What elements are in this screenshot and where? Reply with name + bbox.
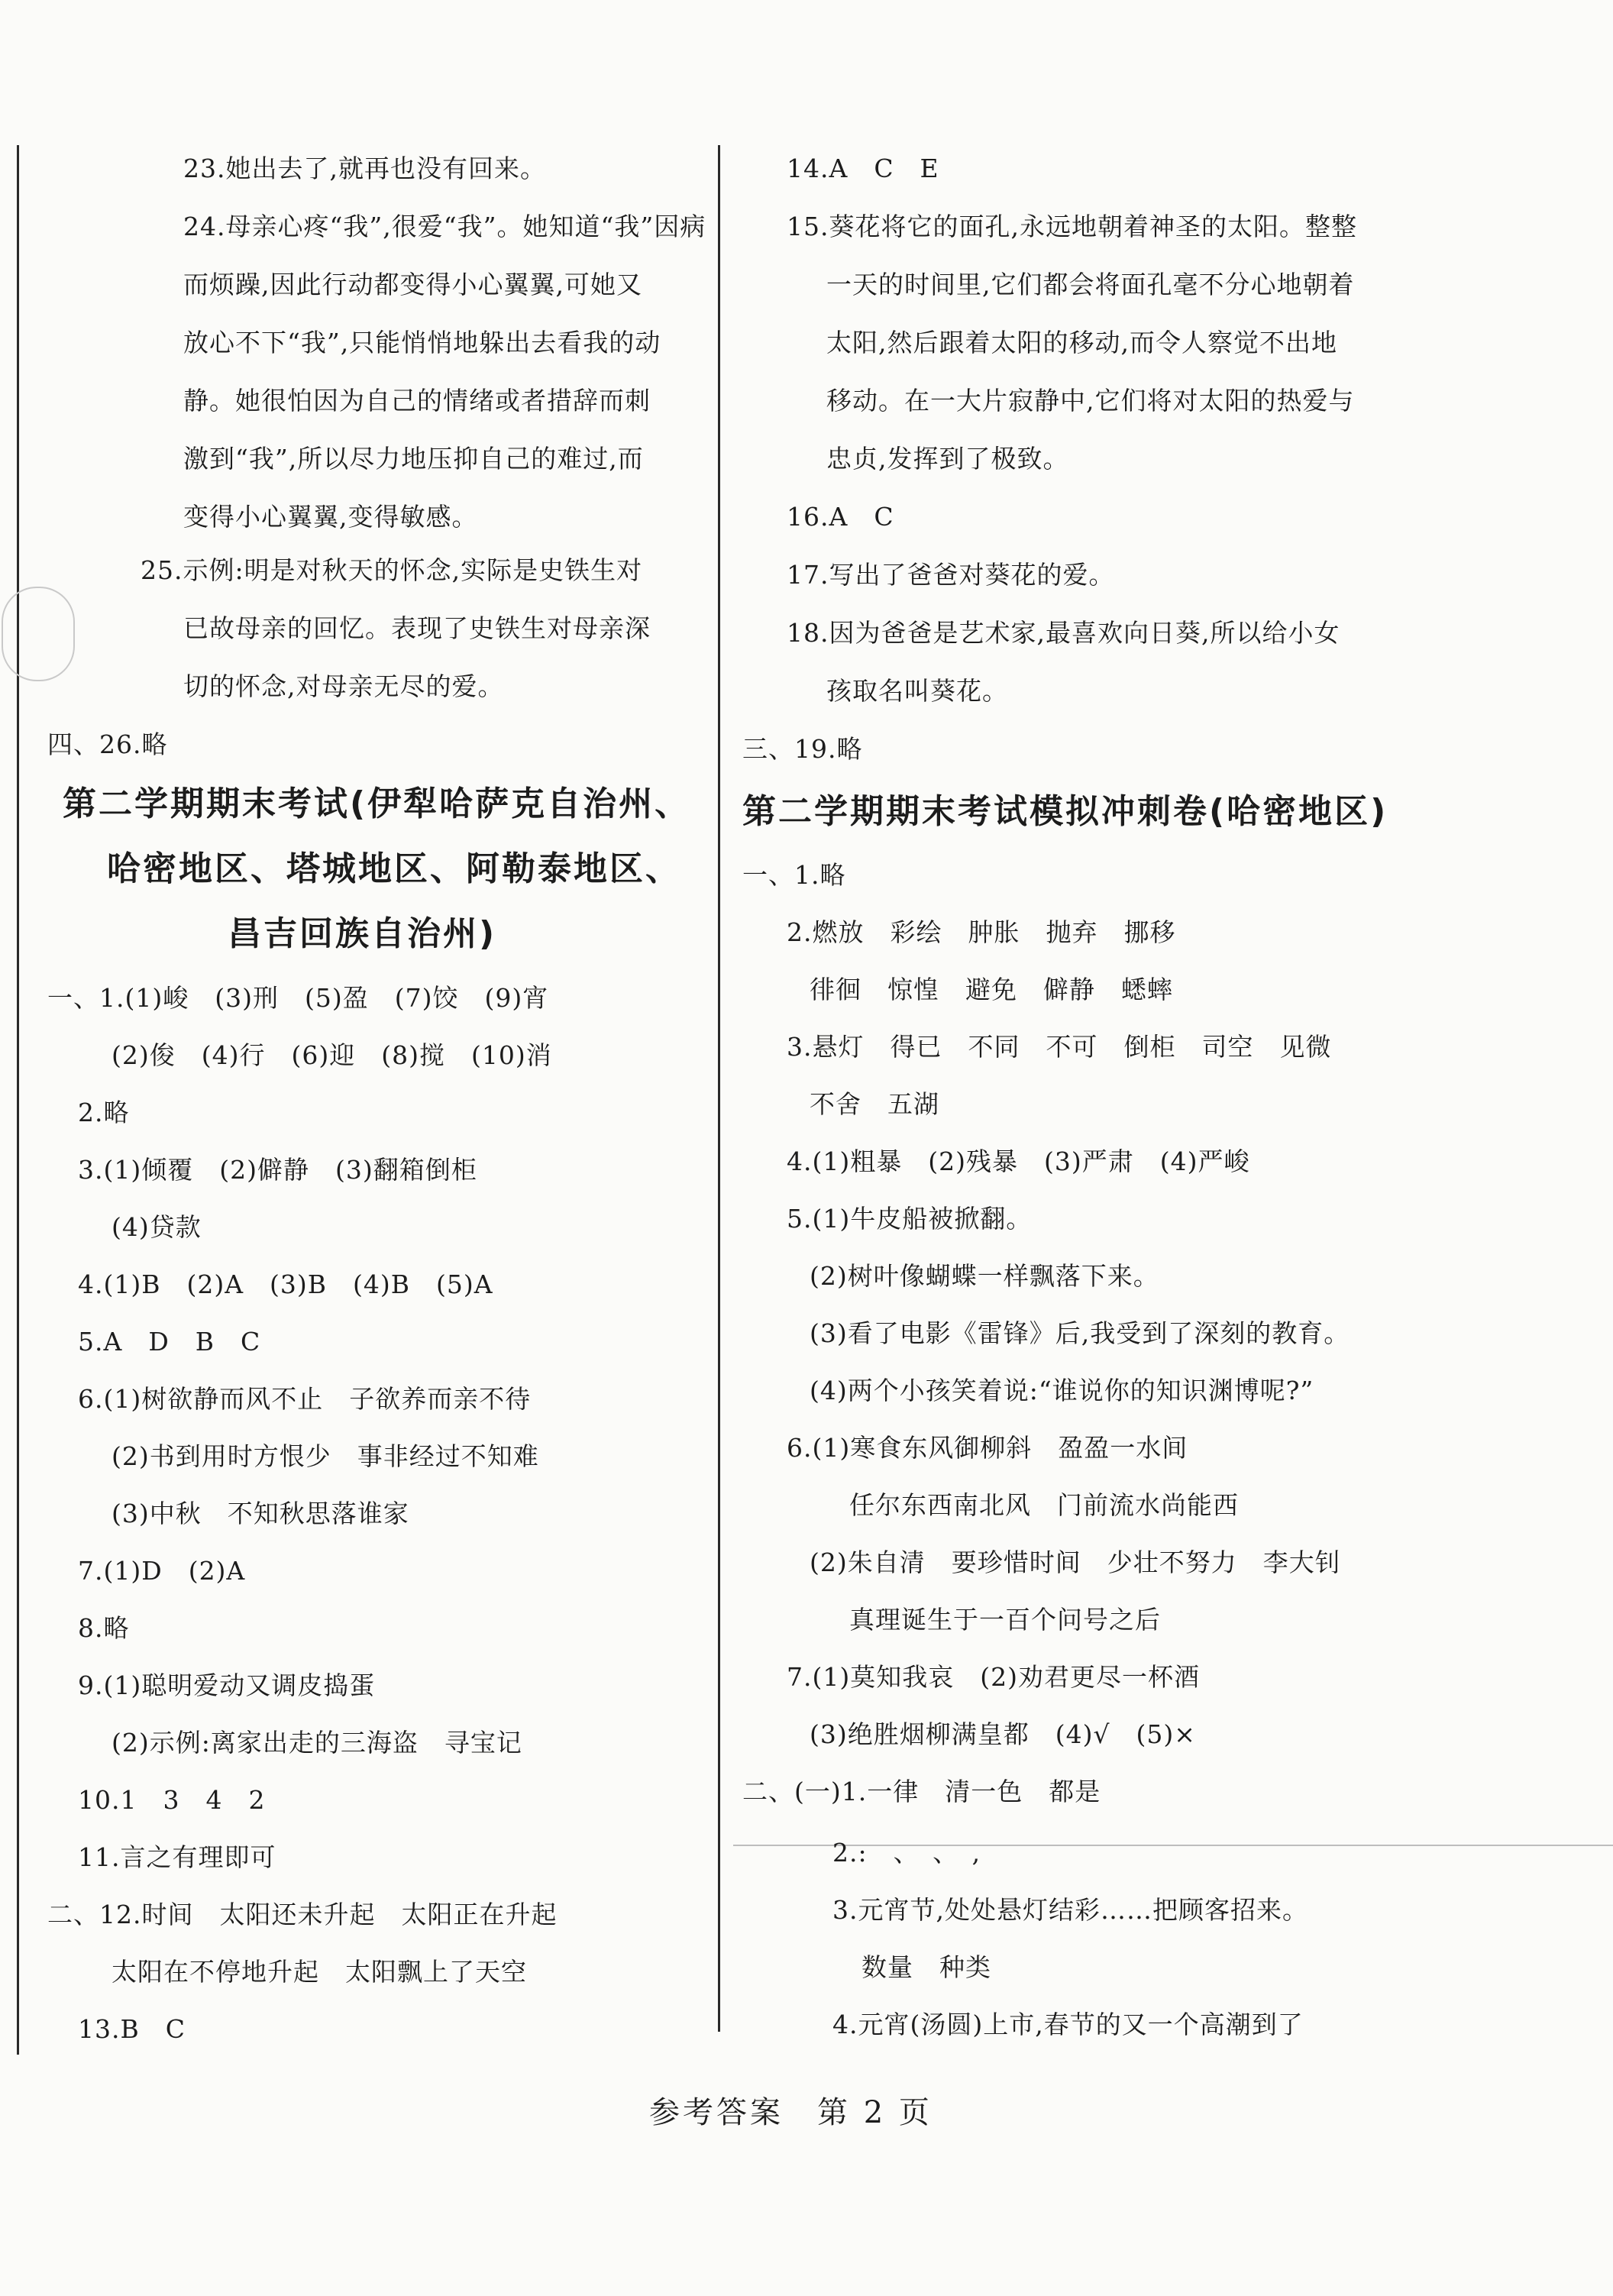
answer-line: 13.B C [78, 2014, 186, 2044]
answer-line: 已故母亲的回忆。表现了史铁生对母亲深 [183, 613, 651, 643]
column-divider [718, 145, 720, 2032]
answer-line: 14.A C E [787, 154, 939, 183]
answer-line: (2)俊 (4)行 (6)迎 (8)搅 (10)消 [112, 1040, 552, 1070]
section-heading-line: 昌吉回族自治州) [228, 914, 497, 953]
answer-line: 7.(1)D (2)A [78, 1556, 246, 1586]
answer-line: 11.言之有理即可 [78, 1842, 276, 1872]
left-margin-rule [17, 145, 19, 2055]
answer-line: 四、26.略 [47, 729, 168, 759]
answer-line: (3)中秋 不知秋思落谁家 [112, 1499, 409, 1528]
answer-line: 忠贞,发挥到了极致。 [826, 444, 1069, 474]
answer-line: 不舍 五湖 [810, 1089, 939, 1119]
answer-line: 6.(1)树欲静而风不止 子欲养而亲不待 [78, 1384, 532, 1414]
answer-line: 8.略 [78, 1613, 130, 1643]
answer-line: (2)书到用时方恨少 事非经过不知难 [112, 1441, 539, 1471]
answer-line: 放心不下“我”,只能悄悄地躲出去看我的动 [183, 328, 661, 357]
answer-line: 三、19.略 [742, 734, 863, 764]
answer-line: 10.1 3 4 2 [78, 1785, 266, 1815]
answer-line: 17.写出了爸爸对葵花的爱。 [787, 560, 1115, 590]
answer-line: 数量 种类 [861, 1952, 991, 1982]
answer-line: 一天的时间里,它们都会将面孔毫不分心地朝着 [826, 270, 1355, 299]
answer-line: 二、(一)1.一律 清一色 都是 [742, 1777, 1101, 1806]
answer-line: 一、1.(1)峻 (3)刑 (5)盈 (7)饺 (9)宵 [47, 983, 549, 1013]
answer-line: 太阳在不停地升起 太阳飘上了天空 [112, 1957, 527, 1987]
answer-line: (3)绝胜烟柳满皇都 (4)√ (5)× [810, 1719, 1196, 1749]
answer-line: 切的怀念,对母亲无尽的爱。 [183, 671, 504, 701]
answer-line: 4.(1)粗暴 (2)残暴 (3)严肃 (4)严峻 [787, 1146, 1250, 1176]
answer-line: (2)示例:离家出走的三海盗 寻宝记 [112, 1728, 522, 1758]
answer-line: (3)看了电影《雷锋》后,我受到了深刻的教育。 [810, 1318, 1350, 1348]
answer-line: 激到“我”,所以尽力地压抑自己的难过,而 [183, 444, 644, 474]
answer-line: 2.燃放 彩绘 肿胀 抛弃 挪移 [787, 917, 1176, 947]
answer-line: 18.因为爸爸是艺术家,最喜欢向日葵,所以给小女 [787, 618, 1340, 648]
answer-line: (4)贷款 [112, 1212, 202, 1242]
answer-line: 15.葵花将它的面孔,永远地朝着神圣的太阳。整整 [787, 212, 1357, 241]
answer-line: 移动。在一大片寂静中,它们将对太阳的热爱与 [826, 386, 1355, 416]
answer-line: 孩取名叫葵花。 [826, 676, 1008, 706]
answer-line: 16.A C [787, 502, 894, 532]
answer-line: (2)树叶像蝴蝶一样飘落下来。 [810, 1261, 1159, 1291]
answer-line: 一、1.略 [742, 860, 846, 890]
answer-line: 5.(1)牛皮船被掀翻。 [787, 1204, 1033, 1234]
answer-line: 3.悬灯 得已 不同 不可 倒柜 司空 见微 [787, 1032, 1332, 1062]
answer-line: 任尔东西南北风 门前流水尚能西 [849, 1490, 1239, 1520]
answer-line: 2.略 [78, 1098, 130, 1127]
answer-line: 7.(1)莫知我哀 (2)劝君更尽一杯酒 [787, 1662, 1200, 1692]
page-footer: 参考答案 第 2 页 [649, 2095, 933, 2130]
answer-line: 而烦躁,因此行动都变得小心翼翼,可她又 [183, 270, 642, 299]
answer-line: 真理诞生于一百个问号之后 [849, 1605, 1161, 1635]
answer-line: 静。她很怕因为自己的情绪或者措辞而刺 [183, 386, 651, 416]
section-heading-line: 哈密地区、塔城地区、阿勒泰地区、 [107, 849, 681, 888]
answer-line: 4.元宵(汤圆)上市,春节的又一个高潮到了 [832, 2010, 1304, 2039]
answer-line: 24.母亲心疼“我”,很爱“我”。她知道“我”因病 [183, 212, 706, 241]
stamp-mark [2, 587, 75, 681]
answer-line: 变得小心翼翼,变得敏感。 [183, 502, 478, 532]
answer-line: 6.(1)寒食东风御柳斜 盈盈一水间 [787, 1433, 1188, 1463]
section-heading: 第二学期期末考试模拟冲刺卷(哈密地区) [742, 792, 1388, 831]
answer-line: 徘徊 惊惶 避免 僻静 蟋蟀 [810, 975, 1173, 1004]
answer-line: 3.(1)倾覆 (2)僻静 (3)翻箱倒柜 [78, 1155, 477, 1185]
answer-line: 4.(1)B (2)A (3)B (4)B (5)A [78, 1269, 493, 1299]
answer-line: 3.元宵节,处处悬灯结彩……把顾客招来。 [832, 1895, 1308, 1925]
answer-line: 9.(1)聪明爱动又调皮捣蛋 [78, 1670, 376, 1700]
answer-line: 二、12.时间 太阳还未升起 太阳正在升起 [47, 1900, 558, 1929]
section-heading-line: 第二学期期末考试(伊犁哈萨克自治州、 [63, 784, 691, 823]
answer-line: (2)朱自清 要珍惜时间 少壮不努力 李大钊 [810, 1547, 1341, 1577]
answer-line: 25.示例:明是对秋天的怀念,实际是史铁生对 [141, 555, 643, 585]
answer-line: 5.A D B C [78, 1327, 261, 1357]
answer-line: 太阳,然后跟着太阳的移动,而令人察觉不出地 [826, 328, 1337, 357]
answer-line: 23.她出去了,就再也没有回来。 [183, 154, 546, 183]
answer-line: (4)两个小孩笑着说:“谁说你的知识渊博呢?” [810, 1376, 1314, 1405]
answer-line: 2.: 、 、 , [832, 1838, 981, 1868]
